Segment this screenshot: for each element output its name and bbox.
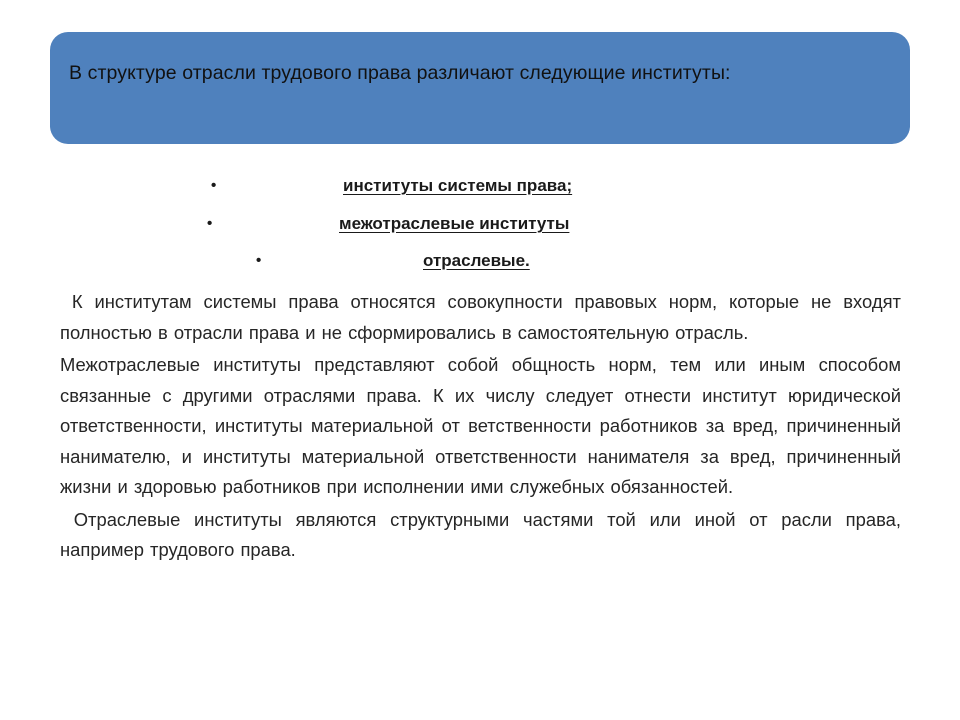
paragraph-system-institutes: К институтам системы права относятся совокупности правовых норм, которые не входят полностью в отрасли права и не сформировались в самостоятельную отрасль. <box>60 291 908 343</box>
title-banner <box>50 32 910 144</box>
bullet-dot-icon: • <box>256 252 262 269</box>
bullet-label-sectoral: отраслевые. <box>423 251 530 270</box>
bullet-item <box>0 214 960 244</box>
bullet-item <box>0 176 960 206</box>
bullet-dot-icon: • <box>211 177 217 194</box>
slide-title: В структуре отрасли трудового права различают следующие институты: <box>69 62 731 84</box>
bullet-label-intersectoral: межотраслевые институты <box>339 214 570 233</box>
bullet-label-institutes-system: институты системы права; <box>343 176 573 195</box>
bullet-dot-icon: • <box>207 215 213 232</box>
paragraph-sectoral-institutes: Отраслевые институты являются структурными частями той или иной от расли права, например трудового права. <box>60 508 908 560</box>
bullet-item <box>0 251 960 281</box>
body-text <box>60 287 908 567</box>
paragraph-intersectoral-institutes: Межотраслевые институты представляют собой общность норм, тем или иным способом связанные с другими отраслями права. К их числу следует отнести институт юридической ответственности, институты материальной от ветственности работников за вред, причиненный нанимателю, и институты материальной ответственности нанимателя за вред, причиненный жизни и здоровью работников при исполнении ими служебных обязанностей. <box>60 354 901 497</box>
